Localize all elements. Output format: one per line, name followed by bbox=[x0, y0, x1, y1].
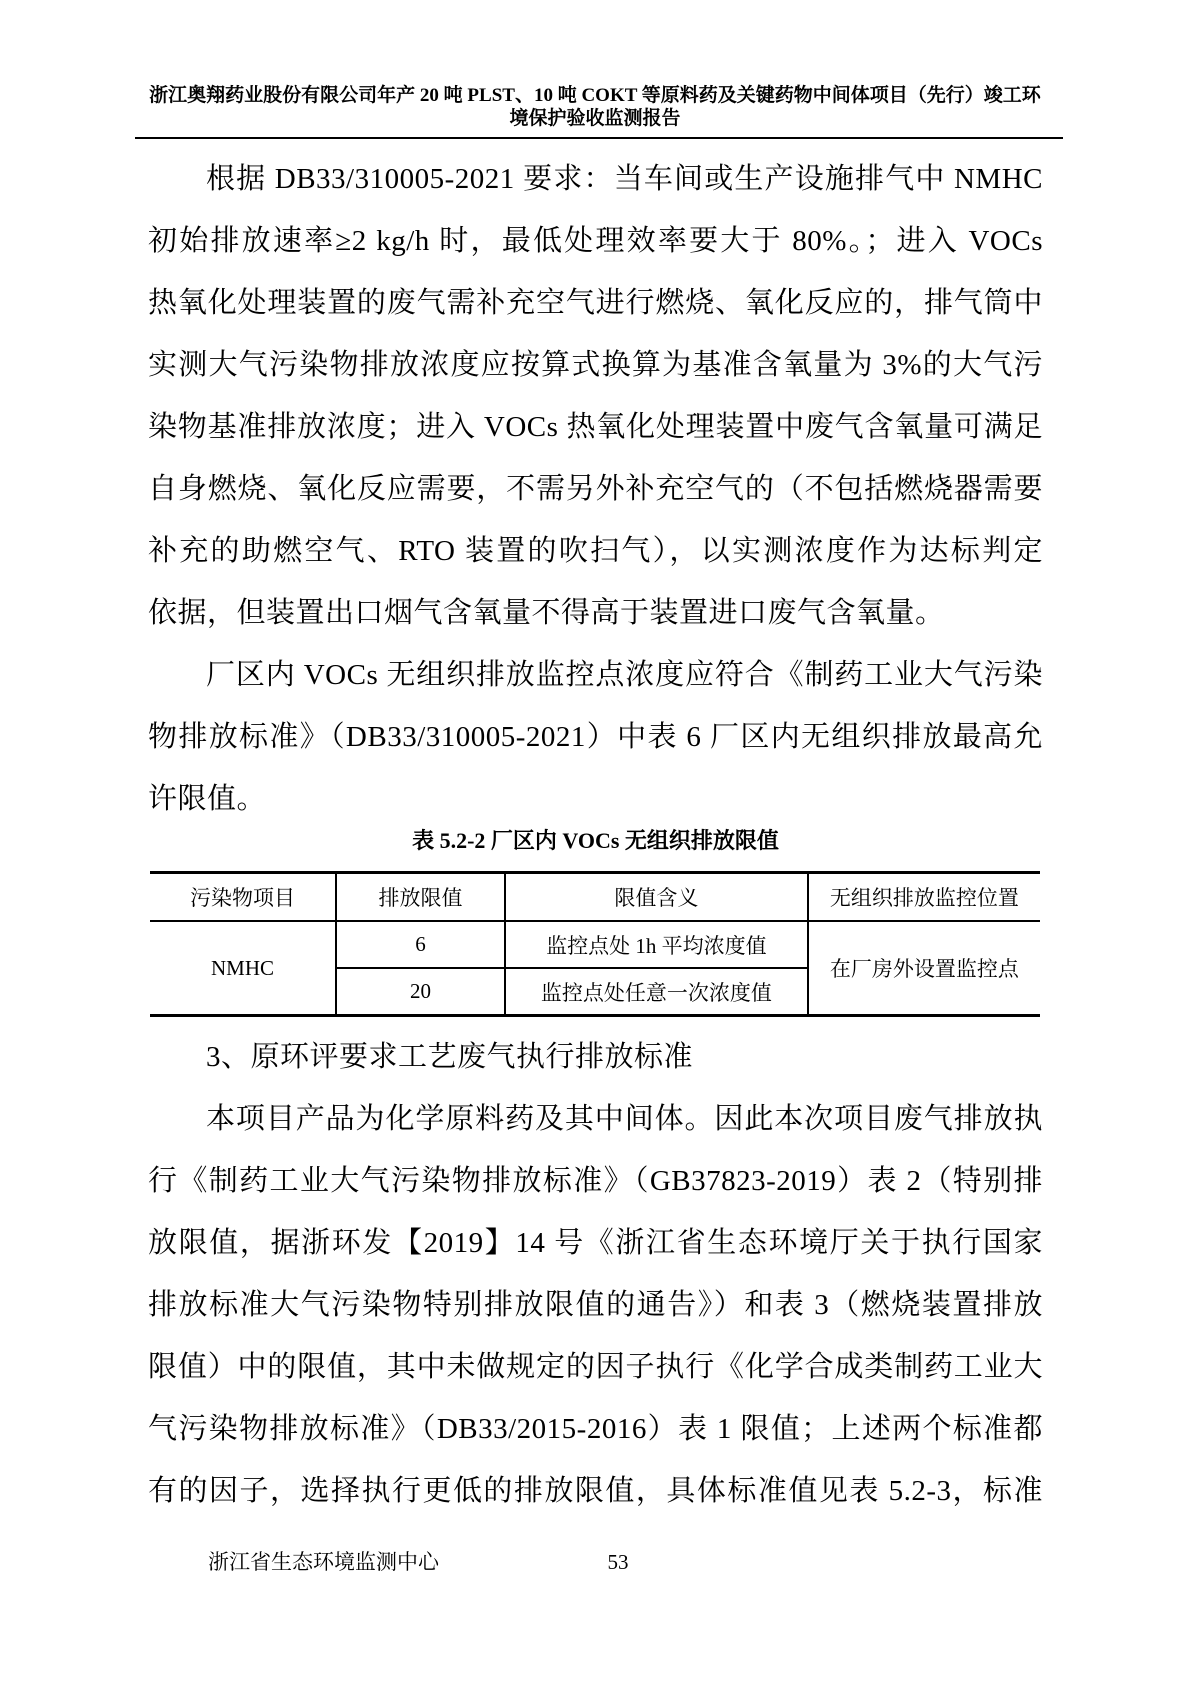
column-header-pollutant: 污染物项目 bbox=[150, 873, 336, 922]
text-line: 限值）中的限值，其中未做规定的因子执行《化学合成类制药工业大 bbox=[148, 1351, 1043, 1383]
text-line: 染物基准排放浓度；进入 VOCs 热氧化处理装置中废气含氧量可满足 bbox=[148, 411, 1043, 443]
paragraph bbox=[148, 1088, 1043, 1522]
header-line-2: 境保护验收监测报告 bbox=[509, 108, 681, 129]
text-line: 行《制药工业大气污染物排放标准》（GB37823-2019）表 2（特别排 bbox=[148, 1165, 1043, 1197]
meaning-cell: 监控点处 1h 平均浓度值 bbox=[505, 921, 808, 968]
location-cell: 在厂房外设置监控点 bbox=[808, 921, 1040, 1016]
header-rule bbox=[135, 137, 1063, 139]
table-row bbox=[150, 921, 1040, 968]
header-line-1: 浙江奥翔药业股份有限公司年产 20 吨 PLST、10 吨 COKT 等原料药及关键药物中间体项目（先行）竣工环 bbox=[149, 85, 1041, 106]
text-line: 3、原环评要求工艺废气执行排放标准 bbox=[206, 1041, 694, 1073]
text-line: 实测大气污染物排放浓度应按算式换算为基准含氧量为 3%的大气污 bbox=[148, 349, 1043, 381]
body-text-top bbox=[148, 148, 1043, 830]
table-caption: 表 5.2-2 厂区内 VOCs 无组织排放限值 bbox=[412, 828, 779, 853]
column-header-location: 无组织排放监控位置 bbox=[808, 873, 1040, 922]
text-line: 气污染物排放标准》（DB33/2015-2016）表 1 限值；上述两个标准都 bbox=[148, 1413, 1043, 1445]
text-line: 许限值。 bbox=[148, 783, 267, 815]
emission-limits-table bbox=[150, 871, 1040, 1017]
section-heading bbox=[148, 1026, 1043, 1088]
paragraph bbox=[148, 148, 1043, 644]
text-line: 排放标准大气污染物特别排放限值的通告》）和表 3（燃烧装置排放 bbox=[148, 1289, 1043, 1321]
footer-page-number: 53 bbox=[607, 1550, 629, 1574]
table-header-row bbox=[150, 873, 1040, 922]
pollutant-cell: NMHC bbox=[210, 955, 274, 980]
text-line: 依据，但装置出口烟气含氧量不得高于装置进口废气含氧量。 bbox=[148, 597, 945, 629]
paragraph bbox=[148, 644, 1043, 830]
text-line: 热氧化处理装置的废气需补充空气进行燃烧、氧化反应的，排气筒中 bbox=[148, 287, 1043, 319]
meaning-cell: 监控点处任意一次浓度值 bbox=[540, 980, 772, 1005]
column-header-meaning: 限值含义 bbox=[505, 873, 808, 922]
column-header-limit: 排放限值 bbox=[336, 873, 505, 922]
footer-organization: 浙江省生态环境监测中心 bbox=[208, 1550, 439, 1574]
text-line: 自身燃烧、氧化反应需要，不需另外补充空气的（不包括燃烧器需要 bbox=[148, 473, 1043, 505]
limit-cell: 6 bbox=[336, 921, 505, 968]
text-line: 补充的助燃空气、RTO 装置的吹扫气），以实测浓度作为达标判定 bbox=[148, 535, 1043, 567]
text-line: 本项目产品为化学原料药及其中间体。因此本次项目废气排放执 bbox=[206, 1103, 1043, 1135]
text-line: 厂区内 VOCs 无组织排放监控点浓度应符合《制药工业大气污染 bbox=[206, 659, 1043, 691]
document-header bbox=[130, 84, 1060, 130]
body-text-bottom bbox=[148, 1026, 1043, 1522]
text-line: 根据 DB33/310005-2021 要求：当车间或生产设施排气中 NMHC bbox=[206, 163, 1043, 195]
text-line: 初始排放速率≥2 kg/h 时，最低处理效率要大于 80%。；进入 VOCs bbox=[148, 225, 1043, 257]
text-line: 物排放标准》（DB33/310005-2021）中表 6 厂区内无组织排放最高允 bbox=[148, 721, 1043, 753]
limit-cell: 20 bbox=[336, 968, 505, 1016]
text-line: 放限值，据浙环发【2019】14 号《浙江省生态环境厅关于执行国家 bbox=[148, 1227, 1043, 1259]
text-line: 有的因子，选择执行更低的排放限值，具体标准值见表 5.2-3，标准 bbox=[148, 1475, 1043, 1507]
